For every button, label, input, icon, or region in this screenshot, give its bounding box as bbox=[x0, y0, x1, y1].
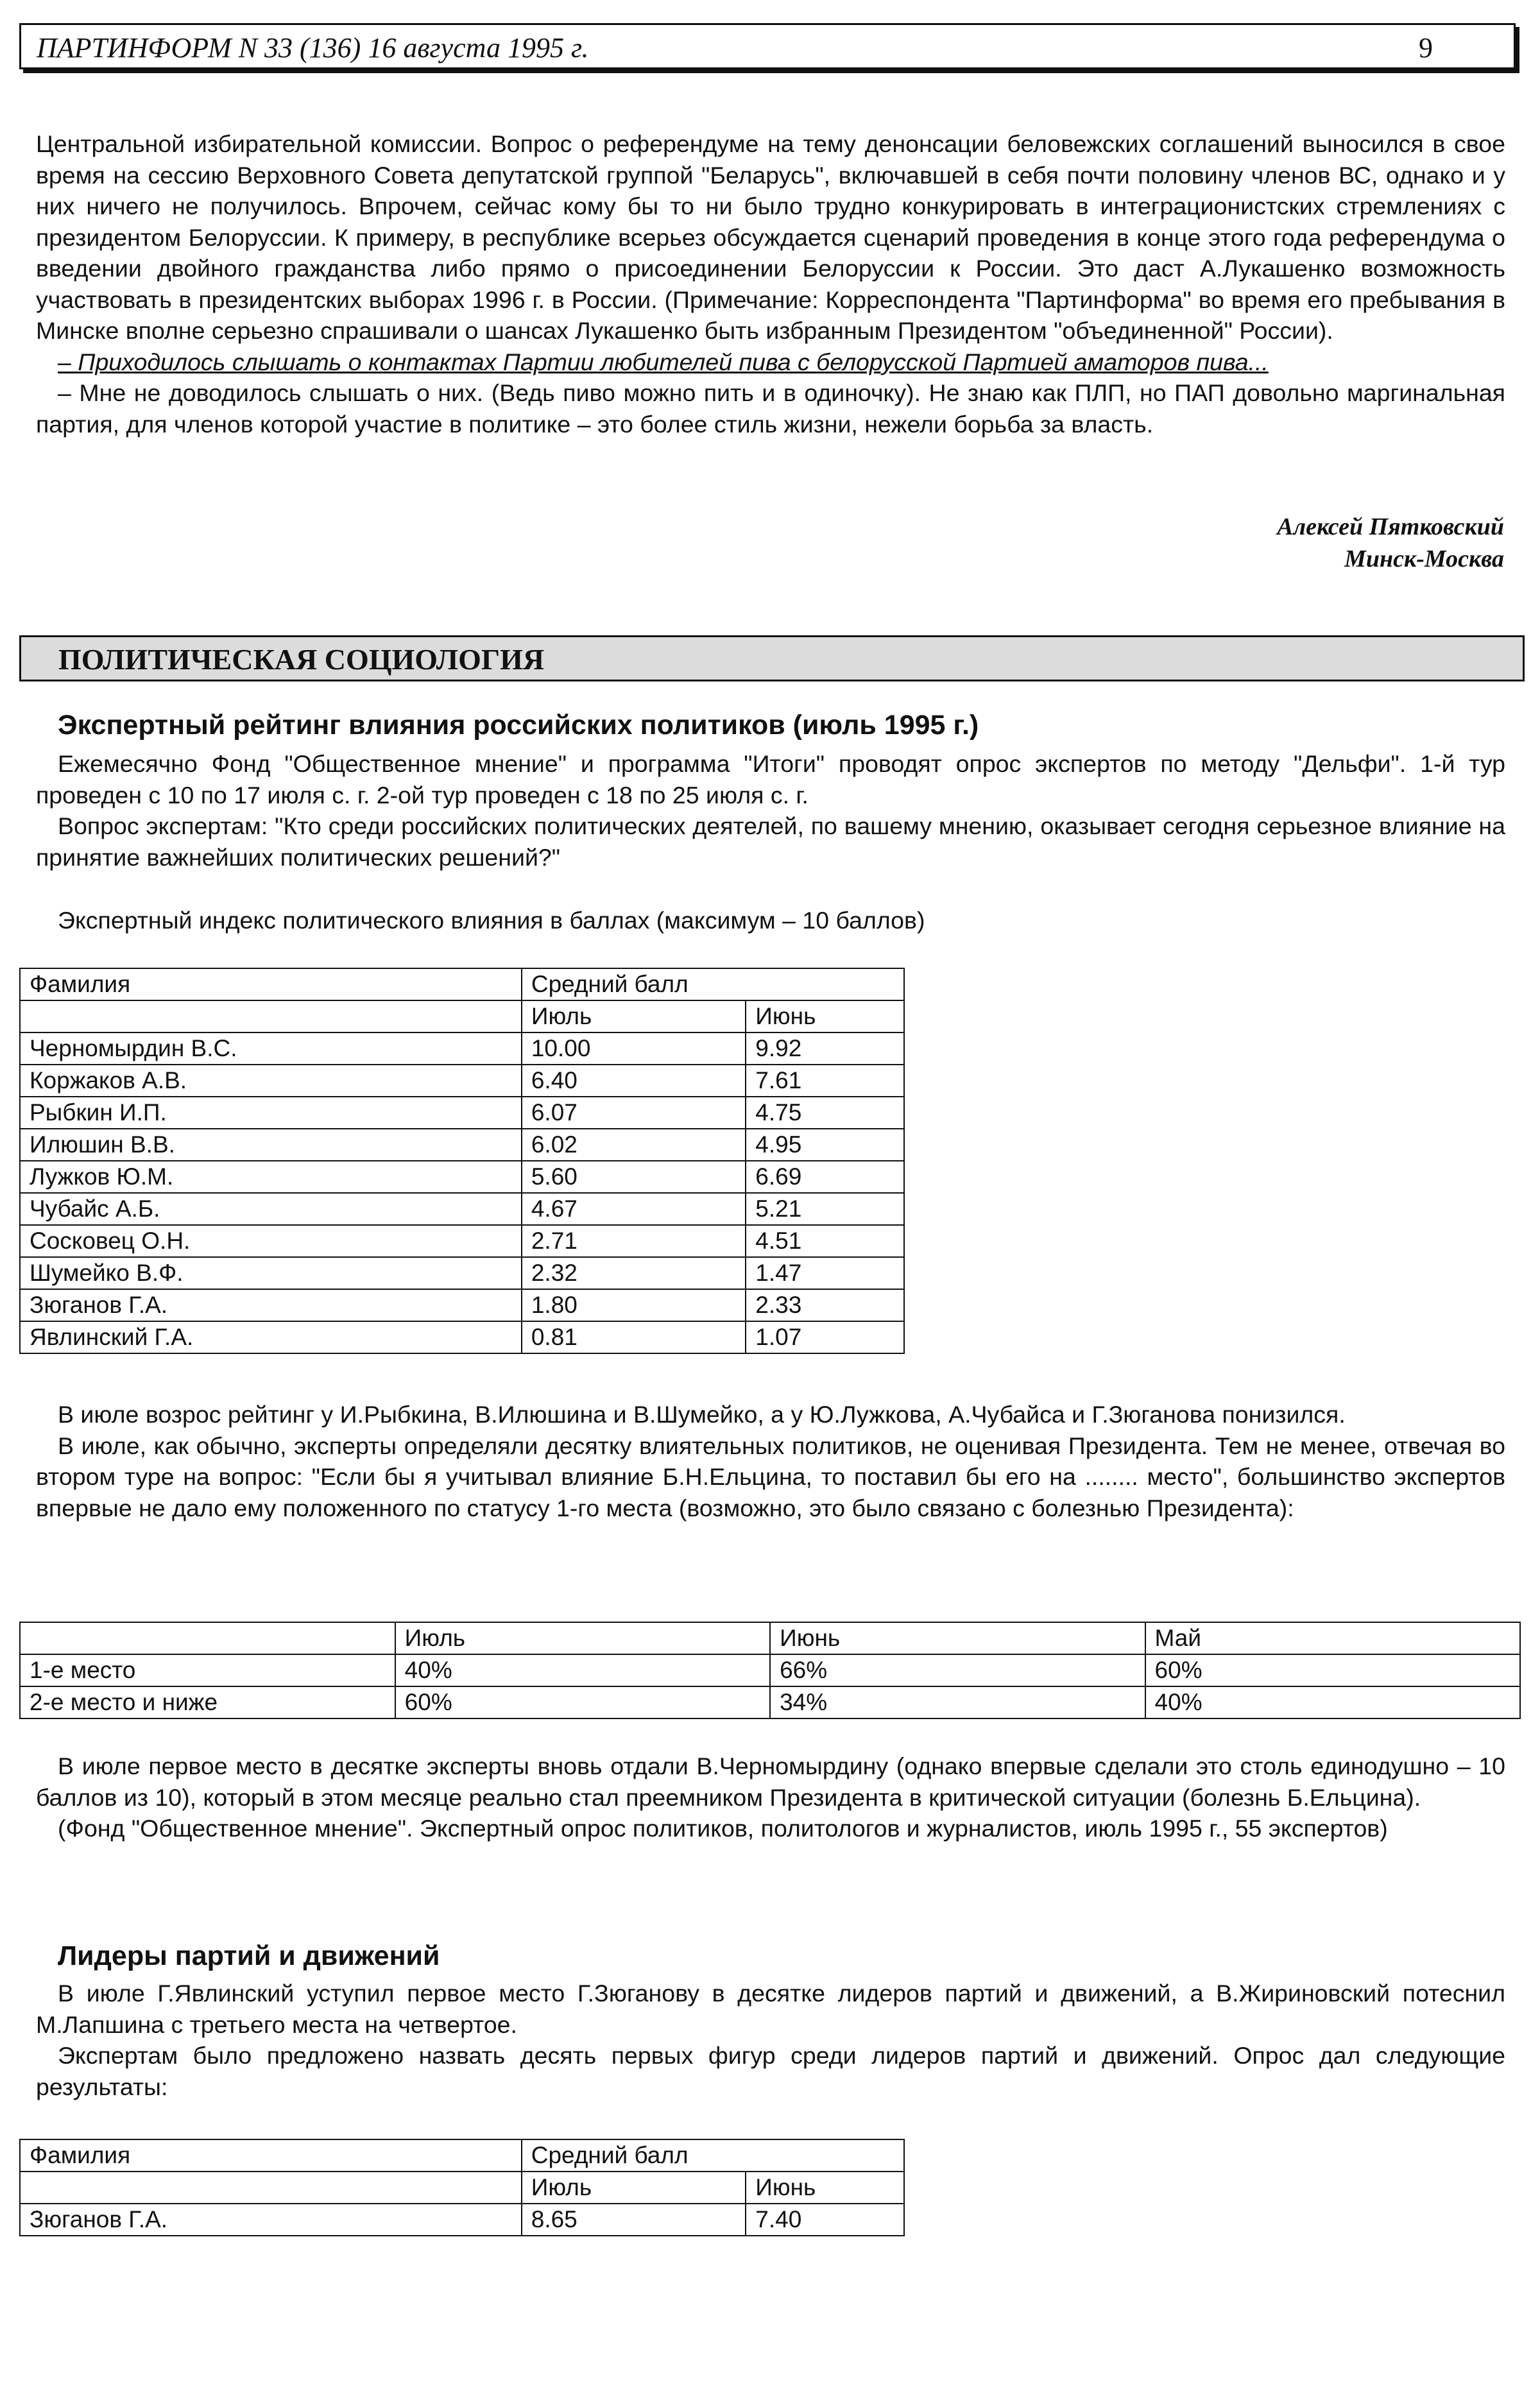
cell-july: 5.60 bbox=[522, 1161, 746, 1193]
column-header-june: Июнь bbox=[746, 2172, 904, 2204]
cell-june: 4.95 bbox=[746, 1129, 904, 1161]
table-row bbox=[20, 1129, 904, 1161]
cell-july: 6.02 bbox=[522, 1129, 746, 1161]
influence-table bbox=[19, 968, 905, 1354]
cell-july: 2.32 bbox=[522, 1257, 746, 1289]
empty-cell bbox=[20, 2172, 522, 2204]
cell-name: Сосковец О.Н. bbox=[20, 1225, 522, 1257]
table-row bbox=[20, 1193, 904, 1225]
cell-name: Шумейко В.Ф. bbox=[20, 1257, 522, 1289]
table-subheader-row bbox=[20, 2172, 904, 2204]
cell-may: 40% bbox=[1145, 1686, 1520, 1718]
table-row bbox=[20, 1321, 904, 1353]
cell-july: 8.65 bbox=[522, 2204, 746, 2236]
column-header-score: Средний балл bbox=[522, 2139, 904, 2172]
cell-name: Зюганов Г.А. bbox=[20, 2204, 522, 2236]
author-name: Алексей Пятковский bbox=[1277, 513, 1504, 540]
cell-name: Лужков Ю.М. bbox=[20, 1161, 522, 1193]
article-signature bbox=[734, 511, 1504, 575]
cell-july: 1.80 bbox=[522, 1289, 746, 1321]
yeltsin-place-table bbox=[19, 1622, 1521, 1719]
page-header bbox=[19, 23, 1516, 69]
cell-july: 6.07 bbox=[522, 1097, 746, 1129]
rating-conclusion bbox=[36, 1751, 1505, 1844]
cell-name: Зюганов Г.А. bbox=[20, 1289, 522, 1321]
empty-cell bbox=[20, 1622, 395, 1654]
cell-june: 1.07 bbox=[746, 1321, 904, 1353]
cell-label: 1-е место bbox=[20, 1654, 395, 1686]
column-header-june: Июнь bbox=[770, 1622, 1145, 1654]
table-row bbox=[20, 1032, 904, 1065]
cell-june: 9.92 bbox=[746, 1032, 904, 1065]
cell-june: 6.69 bbox=[746, 1161, 904, 1193]
column-header-may: Май bbox=[1145, 1622, 1520, 1654]
index-caption bbox=[36, 905, 1505, 936]
table-row bbox=[20, 1257, 904, 1289]
leaders-intro bbox=[36, 1978, 1505, 2102]
rating-question-paragraph: Вопрос экспертам: "Кто среди российских политических деятелей, по вашему мнению, оказывает сегодня серьезное влияние на принятие важнейших политических решений?" bbox=[36, 812, 1505, 871]
empty-cell bbox=[20, 1000, 522, 1032]
cell-name: Рыбкин И.П. bbox=[20, 1097, 522, 1129]
table-row bbox=[20, 1097, 904, 1129]
leaders-heading: Лидеры партий и движений bbox=[58, 1941, 440, 1971]
cell-june: 4.75 bbox=[746, 1097, 904, 1129]
leaders-paragraph-2: Экспертам было предложено назвать десять первых фигур среди лидеров партий и движений. Опрос дал следующие результаты: bbox=[36, 2042, 1505, 2100]
page-number: 9 bbox=[1419, 32, 1433, 64]
interview-answer: – Мне не доводилось слышать о них. (Ведь пиво можно пить и в одиночку). Не знаю как ПЛП, но ПАП довольно маргинальная партия, для членов которой участие в политике – это более стиль жизни, нежели борьба за власть. bbox=[36, 379, 1505, 438]
author-place: Минск-Москва bbox=[1344, 545, 1504, 572]
cell-june: 1.47 bbox=[746, 1257, 904, 1289]
section-header bbox=[19, 635, 1525, 681]
source-note: (Фонд "Общественное мнение". Экспертный опрос политиков, политологов и журналистов, июль 1995 г., 55 экспертов) bbox=[58, 1815, 1388, 1842]
table-row bbox=[20, 1225, 904, 1257]
index-caption-text: Экспертный индекс политического влияния в баллах (максимум – 10 баллов) bbox=[58, 907, 925, 934]
cell-name: Черномырдин В.С. bbox=[20, 1032, 522, 1065]
analysis-paragraph-2: В июле, как обычно, эксперты определяли десятку влиятельных политиков, не оценивая Президента. Тем не менее, отвечая во втором туре на вопрос: "Если бы я учитывал влияние Б.Н.Ельцина, то поставил бы его на ........ место", большинство экспертов впервые не дало ему положенного по статусу 1-го места (возможно, это было связано с болезнью Президента): bbox=[36, 1432, 1505, 1521]
cell-may: 60% bbox=[1145, 1654, 1520, 1686]
leaders-table bbox=[19, 2139, 905, 2236]
table-row bbox=[20, 1161, 904, 1193]
cell-july: 2.71 bbox=[522, 1225, 746, 1257]
table-subheader-row bbox=[20, 1000, 904, 1032]
cell-name: Чубайс А.Б. bbox=[20, 1193, 522, 1225]
leaders-paragraph-1: В июле Г.Явлинский уступил первое место Г.Зюганову в десятке лидеров партий и движений, а В.Жириновский потеснил М.Лапшина с третьего места на четвертое. bbox=[36, 1980, 1505, 2038]
table-row bbox=[20, 1654, 1520, 1686]
column-header-june: Июнь bbox=[746, 1000, 904, 1032]
cell-label: 2-е место и ниже bbox=[20, 1686, 395, 1718]
cell-name: Коржаков А.В. bbox=[20, 1065, 522, 1097]
column-header-july: Июль bbox=[522, 1000, 746, 1032]
cell-july: 10.00 bbox=[522, 1032, 746, 1065]
cell-july: 60% bbox=[395, 1686, 770, 1718]
column-header-july: Июль bbox=[395, 1622, 770, 1654]
conclusion-paragraph: В июле первое место в десятке эксперты вновь отдали В.Черномырдину (однако впервые сделали это столь единодушно – 10 баллов из 10), который в этом месяце реально стал преемником Президента в критической ситуации (болезнь Б.Ельцина). bbox=[36, 1752, 1505, 1811]
rating-analysis bbox=[36, 1399, 1505, 1523]
cell-july: 6.40 bbox=[522, 1065, 746, 1097]
column-header-name: Фамилия bbox=[20, 968, 522, 1000]
table-header-row bbox=[20, 968, 904, 1000]
cell-june: 5.21 bbox=[746, 1193, 904, 1225]
interview-question: – Приходилось слышать о контактах Партии любителей пива с белорусской Партией аматоров пива... bbox=[58, 348, 1269, 375]
analysis-paragraph-1: В июле возрос рейтинг у И.Рыбкина, В.Илюшина и В.Шумейко, а у Ю.Лужкова, А.Чубайса и Г.Зюганова понизился. bbox=[58, 1401, 1346, 1428]
table-row bbox=[20, 1065, 904, 1097]
cell-june: 2.33 bbox=[746, 1289, 904, 1321]
table-row bbox=[20, 2204, 904, 2236]
article-ending bbox=[36, 128, 1505, 440]
table-header-row bbox=[20, 2139, 904, 2172]
cell-june: 4.51 bbox=[746, 1225, 904, 1257]
section-title: ПОЛИТИЧЕСКАЯ СОЦИОЛОГИЯ bbox=[58, 643, 545, 676]
column-header-name: Фамилия bbox=[20, 2139, 522, 2172]
cell-name: Илюшин В.В. bbox=[20, 1129, 522, 1161]
cell-june: 34% bbox=[770, 1686, 1145, 1718]
publication-title: ПАРТИНФОРМ N 33 (136) 16 августа 1995 г. bbox=[37, 32, 589, 64]
cell-june: 66% bbox=[770, 1654, 1145, 1686]
cell-july: 40% bbox=[395, 1654, 770, 1686]
table-header-row bbox=[20, 1622, 1520, 1654]
rating-heading: Экспертный рейтинг влияния российских политиков (июль 1995 г.) bbox=[58, 710, 979, 741]
cell-name: Явлинский Г.А. bbox=[20, 1321, 522, 1353]
table-row bbox=[20, 1686, 1520, 1718]
cell-july: 0.81 bbox=[522, 1321, 746, 1353]
cell-june: 7.61 bbox=[746, 1065, 904, 1097]
cell-june: 7.40 bbox=[746, 2204, 904, 2236]
table-row bbox=[20, 1289, 904, 1321]
article-paragraph: Центральной избирательной комиссии. Вопрос о референдуме на тему денонсации беловежских соглашений выносился в свое время на сессию Верховного Совета депутатской группой "Беларусь", включавшей в себя почти половину членов ВС, однако и у них ничего не получилось. Впрочем, сейчас кому бы то ни было трудно конкурировать в интеграционистских стремлениях с президентом Белоруссии. К примеру, в республике всерьез обсуждается сценарий проведения в конце этого года референдума о введении двойного гражданства либо прямо о присоединении Белоруссии к России. Это даст А.Лукашенко возможность участвовать в президентских выборах 1996 г. в России. (Примечание: Корреспондента "Партинформа" во время его пребывания в Минске вполне серьезно спрашивали о шансах Лукашенко быть избранным Президентом "объединенной" России). bbox=[36, 130, 1505, 344]
rating-intro bbox=[36, 748, 1505, 873]
column-header-july: Июль bbox=[522, 2172, 746, 2204]
rating-intro-paragraph: Ежемесячно Фонд "Общественное мнение" и программа "Итоги" проводят опрос экспертов по методу "Дельфи". 1-й тур проведен с 10 по 17 июля с. г. 2-ой тур проведен с 18 по 25 июля с. г. bbox=[36, 750, 1505, 809]
cell-july: 4.67 bbox=[522, 1193, 746, 1225]
column-header-score: Средний балл bbox=[522, 968, 904, 1000]
